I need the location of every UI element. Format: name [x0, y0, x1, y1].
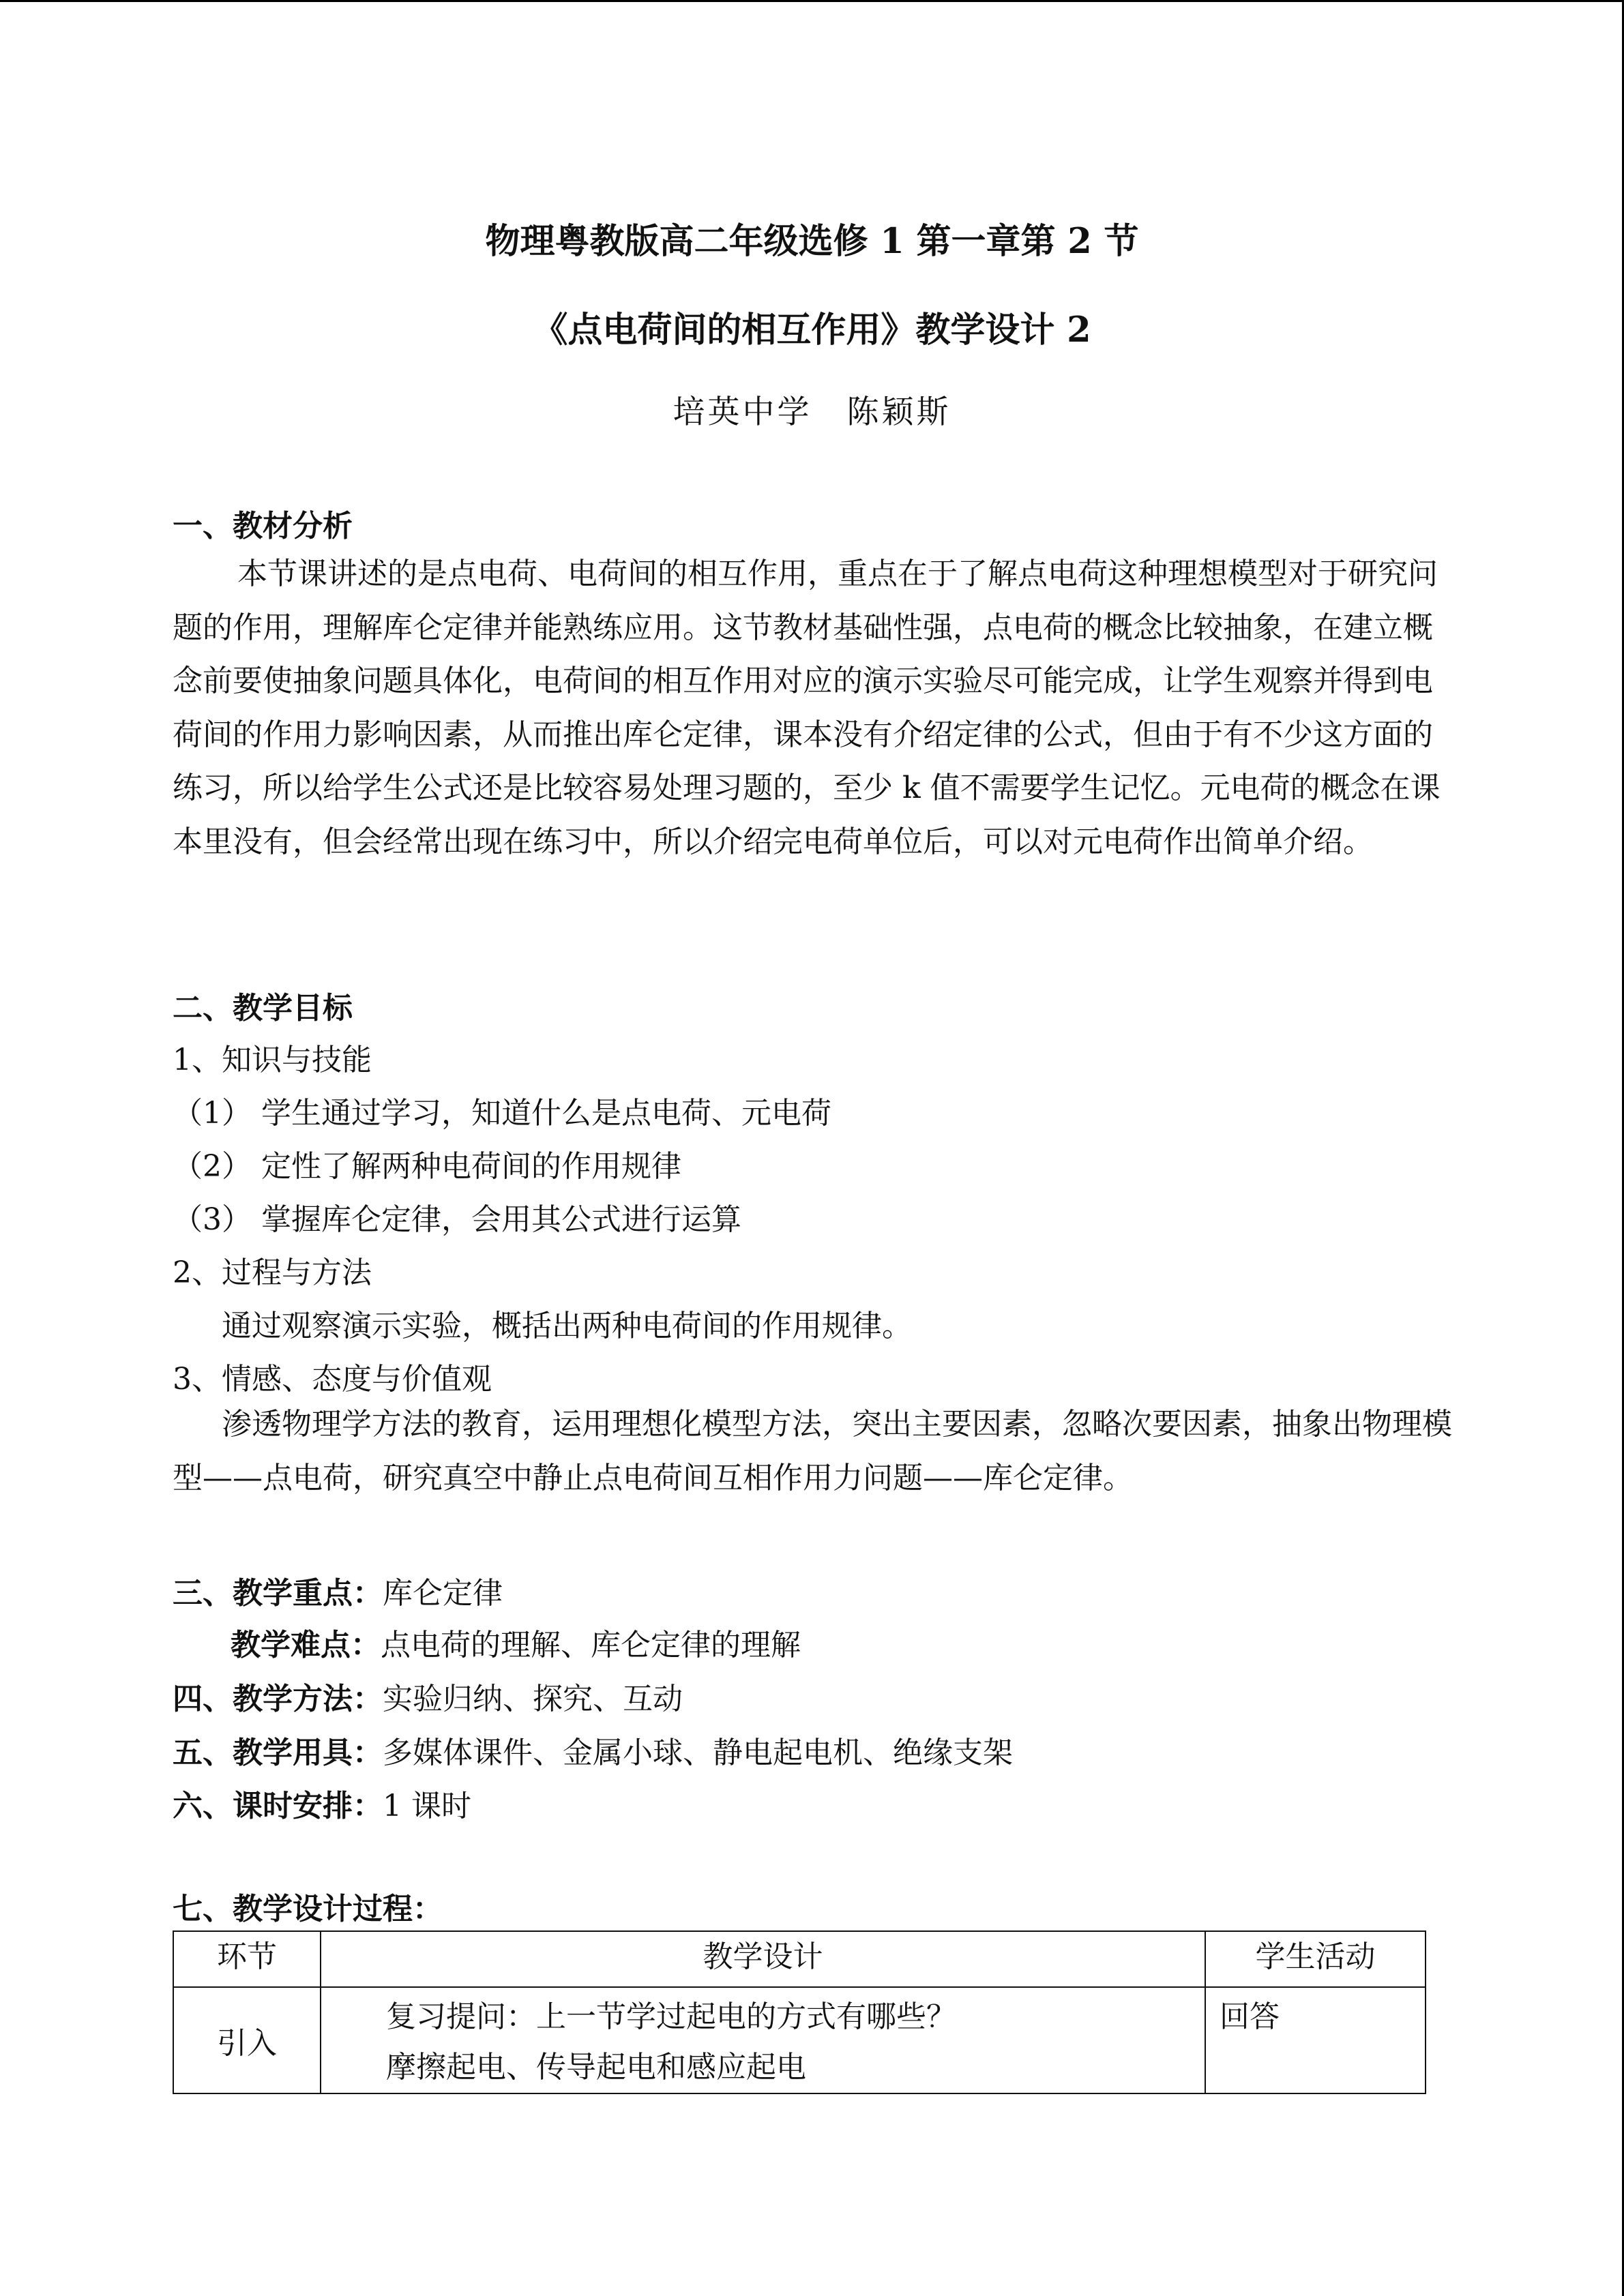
- objective-item-2: （2） 定性了解两种电荷间的作用规律: [173, 1149, 681, 1184]
- section2-heading: 二、教学目标: [173, 991, 353, 1026]
- doc-title-line1: 物理粤教版高二年级选修 1 第一章第 2 节: [485, 221, 1139, 262]
- objective-process-heading: 2、过程与方法: [173, 1255, 372, 1290]
- table-header-design: 教学设计: [321, 1931, 1205, 1987]
- teaching-focus-value: 库仑定律: [383, 1576, 503, 1611]
- teaching-difficulty-label: 教学难点：: [231, 1628, 381, 1663]
- class-schedule-value: 1 课时: [383, 1789, 471, 1823]
- teaching-method: [173, 1674, 683, 1718]
- design-line-2: 摩擦起电、传导起电和感应起电: [386, 2050, 806, 2085]
- teaching-tools-value: 多媒体课件、金属小球、静电起电机、绝缘支架: [383, 1735, 1013, 1770]
- objective-process-text: 通过观察演示实验，概括出两种电荷间的作用规律。: [222, 1309, 912, 1343]
- teaching-difficulty-value: 点电荷的理解、库仑定律的理解: [381, 1628, 801, 1663]
- teaching-difficulty: [231, 1620, 801, 1664]
- class-schedule: [173, 1781, 471, 1825]
- objective-attitude-heading: 3、情感、态度与价值观: [173, 1362, 492, 1397]
- teaching-tools: [173, 1728, 1013, 1772]
- table-row: [173, 1987, 1426, 2093]
- table-header-row: [173, 1931, 1426, 1987]
- teaching-focus-label: 三、教学重点：: [173, 1576, 383, 1611]
- section7-heading: 七、教学设计过程：: [173, 1892, 443, 1926]
- objective-knowledge-heading: 1、知识与技能: [173, 1043, 372, 1077]
- teaching-focus: [173, 1568, 503, 1612]
- objective-attitude-text: 渗透物理学方法的教育，运用理想化模型方法，突出主要因素，忽略次要因素，抽象出物理模型——点电荷，研究真空中静止点电荷间互相作用力问题——库仑定律。: [173, 1407, 1452, 1495]
- doc-title-line2: 《点电荷间的相互作用》教学设计 2: [533, 310, 1091, 351]
- table-header-activity: 学生活动: [1205, 1931, 1426, 1987]
- section1-paragraph: 本节课讲述的是点电荷、电荷间的相互作用，重点在于了解点电荷这种理想模型对于研究问题的作用，理解库仑定律并能熟练应用。这节教材基础性强，点电荷的概念比较抽象，在建立概念前要使抽象问题具体化，电荷间的相互作用对应的演示实验尽可能完成，让学生观察并得到电荷间的作用力影响因素，从而推出库仑定律，课本没有介绍定律的公式，但由于有不少这方面的练习，所以给学生公式还是比较容易处理习题的，至少 k 值不需要学生记忆。元电荷的概念在课本里没有，但会经常出现在练习中，所以介绍完电荷单位后，可以对元电荷作出简单介绍。: [173, 556, 1441, 859]
- table-header-stage: 环节: [173, 1931, 321, 1987]
- doc-author: 培英中学 陈颖斯: [673, 393, 951, 431]
- teaching-process-table: [173, 1930, 1426, 2094]
- teaching-method-value: 实验归纳、探究、互动: [383, 1682, 683, 1716]
- table-cell-design: [321, 1987, 1205, 2093]
- table-cell-activity: 回答: [1205, 1987, 1426, 2093]
- objective-item-1: （1） 学生通过学习，知道什么是点电荷、元电荷: [173, 1096, 831, 1131]
- table-cell-stage: 引入: [173, 1987, 321, 2093]
- section1-heading: 一、教材分析: [173, 509, 353, 543]
- teaching-method-label: 四、教学方法：: [173, 1682, 383, 1716]
- class-schedule-label: 六、课时安排：: [173, 1789, 383, 1823]
- teaching-tools-label: 五、教学用具：: [173, 1735, 383, 1770]
- design-line-1: 复习提问：上一节学过起电的方式有哪些？: [386, 1999, 956, 2034]
- objective-item-3: （3） 掌握库仑定律，会用其公式进行运算: [173, 1202, 741, 1237]
- scan-border-top: [0, 0, 1624, 2]
